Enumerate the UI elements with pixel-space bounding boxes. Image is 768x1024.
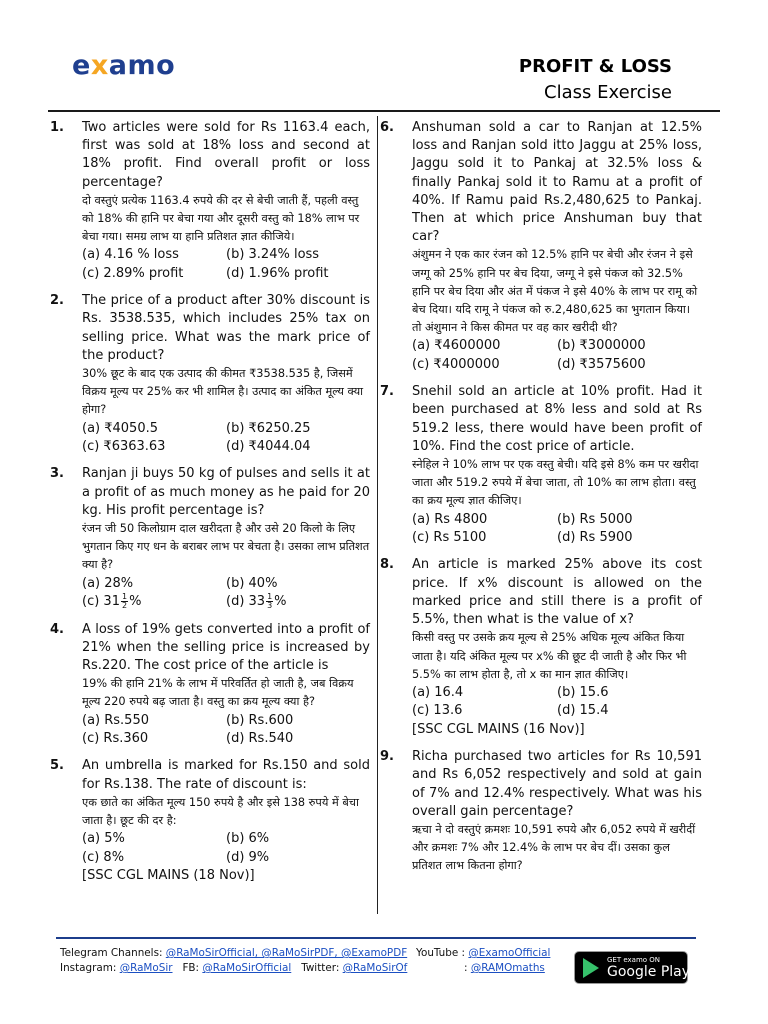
answer-option: (d) 1.96% profit [226,265,329,281]
option-whole: (c) 31 [82,594,120,610]
answer-option: (d) 9% [226,849,270,865]
answer-option: (a) 4.16 % loss [82,247,179,263]
question-text-english: The price of a product after 30% discount is Rs. 3538.535, which includes 25% tax on selling price. What was the mark price of the product? [82,293,370,363]
question-item [380,119,702,374]
question-text-english: An umbrella is marked for Rs.150 and sold for Rs.138. The rate of discount is: [82,758,370,792]
twitter-label: Twitter: [301,962,340,974]
option-fraction [121,593,128,610]
answer-option [82,593,226,611]
question-text-hindi: ऋचा ने दो वस्तुएं क्रमशः 10,591 रुपये और 6,052 रुपये में खरीदीं और क्रमशः 7% और 12.4% के लाभ पर बेच दीं। उसका कुल प्रतिशत लाभ कितना होगा? [412,822,696,873]
page-header [0,0,768,110]
answer-option: (b) Rs.600 [226,712,294,728]
question-number: 7. [380,384,394,400]
question-body [82,292,370,456]
question-item [50,119,370,283]
question-number: 2. [50,293,64,309]
question-item [50,292,370,456]
question-body [82,757,370,885]
telegram-line [60,946,407,961]
question-text-english: Anshuman sold a car to Ranjan at 12.5% loss and Ranjan sold itto Jaggu at 25% loss, Jaggu sold it to Pankaj at 32.5% loss & finally Pankaj sold it to Ramu at a profit of 40%. If Ramu paid Rs.2,480,625 to Pankaj. Then at which price Anshuman buy that car? [412,120,702,245]
question-text-hindi: स्नेहिल ने 10% लाभ पर एक वस्तु बेची। यदि इसे 8% कम पर खरीदा जाता और 519.2 रुपये में बेचा जाता, तो 10% का लाभ होता। वस्तु का क्रय मूल्य ज्ञात कीजिए। [412,458,699,508]
question-item [50,465,370,611]
fraction-numerator: 1 [121,592,128,602]
right-column [380,119,702,885]
page-subtitle: Class Exercise [544,82,672,103]
answer-option: (c) ₹6363.63 [82,439,166,455]
answer-option: (c) 13.6 [412,703,463,719]
youtube-links [416,946,550,976]
answer-option: (a) 5% [82,831,125,847]
question-body [82,621,370,749]
play-store-icon [583,958,599,978]
answer-option: (a) Rs 4800 [412,511,488,527]
column-divider [377,116,378,914]
examo-logo: examo [72,50,176,81]
question-number: 4. [50,621,64,637]
answer-option [226,593,370,611]
answer-option: (a) ₹4050.5 [82,420,159,436]
left-column [50,119,370,894]
question-item [380,748,702,875]
answer-option: (c) Rs.360 [82,730,149,746]
question-item [380,383,702,547]
twitter-link[interactable]: @RaMoSirOf [342,962,408,974]
question-text-hindi: 30% छूट के बाद एक उत्पाद की कीमत ₹3538.535 है, जिसमें विक्रय मूल्य पर 25% कर भी शामिल है। उत्पाद का अंकित मूल्य क्या होगा? [82,367,364,417]
telegram-links[interactable]: @RaMoSirOfficial, @RaMoSirPDF, @ExamoPDF [165,947,408,959]
store-small-text: GET examo ON [607,956,661,964]
answer-option: (b) 3.24% loss [226,247,320,263]
question-item [380,556,702,739]
answer-options [412,511,702,548]
question-text-hindi: 19% की हानि 21% के लाभ में परिवर्तित हो जाती है, जब विक्रय मूल्य 220 रुपये बढ़ जाता है। वस्तु का क्रय मूल्य क्या है? [82,677,354,709]
option-whole: (d) 33 [226,594,266,610]
question-text-hindi: एक छाते का अंकित मूल्य 150 रुपये है और इसे 138 रुपये में बेचा जाता है। छूट की दर है: [82,795,359,827]
question-number: 5. [50,758,64,774]
answer-option: (d) Rs 5900 [557,530,633,546]
youtube-sep: : [464,962,468,974]
answer-option: (c) ₹4000000 [412,356,500,372]
question-text-hindi: दो वस्तुएं प्रत्येक 1163.4 रुपये की दर से बेची जाती हैं, पहली वस्तु को 18% की हानि पर बेचा गया और दूसरी वस्तु को 18% लाभ पर बेचा गया। समग्र लाभ या हानि प्रतिशत ज्ञात कीजिये। [82,193,360,244]
question-item [50,757,370,885]
header-rule [48,110,720,112]
question-source: [SSC CGL MAINS (16 Nov)] [412,721,585,737]
store-big-text: Google Play [607,964,691,980]
answer-option: (a) Rs.550 [82,712,149,728]
answer-option: (b) ₹6250.25 [226,420,311,436]
answer-options [82,420,370,457]
google-play-badge[interactable] [574,951,691,984]
answer-option: (c) Rs 5100 [412,530,487,546]
answer-options [412,337,702,374]
fraction-numerator: 1 [267,592,273,602]
youtube-link-examo[interactable]: @ExamoOfficial [468,947,551,959]
answer-options [412,684,702,721]
question-source: [SSC CGL MAINS (18 Nov)] [82,867,255,883]
answer-option: (a) 28% [82,575,134,591]
instagram-label: Instagram: [60,962,117,974]
question-body [412,119,702,374]
answer-option: (b) 40% [226,575,278,591]
question-body [412,748,702,875]
instagram-line [60,961,407,976]
answer-option: (b) Rs 5000 [557,511,633,527]
option-suffix: % [129,594,142,610]
question-text-english: An article is marked 25% above its cost price. If x% discount is allowed on the marked price and still there is a profit of 5.5%, then what is the value of x? [412,557,702,628]
answer-options [82,830,370,867]
youtube-label: YouTube : [416,947,466,959]
answer-option: (c) 2.89% profit [82,265,184,281]
question-number: 6. [380,120,394,135]
question-body [412,556,702,739]
question-text-english: Richa purchased two articles for Rs 10,591 and Rs 6,052 respectively and sold at gain of 7% and 12.4% respectively. What was his overall gain percentage? [412,749,702,819]
answer-options [82,575,370,612]
answer-option: (b) 15.6 [557,684,609,700]
question-text-english: Ranjan ji buys 50 kg of pulses and sells it at a profit of as much money as he paid for 20 kg. His profit percentage is? [82,466,370,518]
answer-option: (d) ₹4044.04 [226,439,311,455]
answer-option: (b) ₹3000000 [557,338,646,354]
answer-options [82,712,370,749]
page-title: PROFIT & LOSS [518,56,672,77]
fraction-denominator: 3 [267,601,273,611]
fraction-denominator: 2 [121,601,128,611]
question-text-hindi: अंशुमन ने एक कार रंजन को 12.5% हानि पर बेची और रंजन ने इसे जग्गू को 25% हानि पर बेच दिया, जग्गू ने इसे पंकज को 32.5% हानि पर बेच दिया और अंत में पंकज ने इसे 40% के लाभ पर रामू को बेच दिया। यदि रामू ने पंकज को रु.2,480,625 का भुगतान किया। तो अंशुमान ने किस कीमत पर वह कार खरीदी थी? [412,248,698,335]
footer-rule [56,937,696,939]
youtube-link-ramo[interactable]: @RAMOmaths [470,962,545,974]
instagram-link[interactable]: @RaMoSir [119,962,173,974]
fb-link[interactable]: @RaMoSirOfficial [202,962,292,974]
answer-option: (d) Rs.540 [226,730,294,746]
answer-options [82,246,370,283]
question-text-hindi: रंजन जी 50 किलोग्राम दाल खरीदता है और उसे 20 किलो के लिए भुगतान किए गए धन के बराबर लाभ पर बेचता है। उसका लाभ प्रतिशत क्या है? [82,522,370,572]
question-number: 3. [50,466,64,482]
question-text-hindi: किसी वस्तु पर उसके क्रय मूल्य से 25% अधिक मूल्य अंकित किया जाता है। यदि अंकित मूल्य पर x% की छूट दी जाती है और फिर भी 5.5% का लाभ होता है, तो x का मान ज्ञात कीजिए। [412,631,687,681]
question-body [412,383,702,547]
question-number: 1. [50,120,64,135]
social-links-left [60,946,407,976]
question-text-english: A loss of 19% gets converted into a profit of 21% when the selling price is increased by Rs.220. The cost price of the article is [82,621,370,673]
question-number: 8. [380,557,394,573]
option-fraction [266,593,273,610]
question-number: 9. [380,749,394,765]
option-suffix: % [274,594,287,610]
answer-option: (d) 15.4 [557,703,609,719]
telegram-label: Telegram Channels: [60,947,163,959]
question-text-english: Snehil sold an article at 10% profit. Had it been purchased at 8% less and sold at Rs 519.2 less, there would have been profit of 10%. Find the cost price of article. [412,384,702,454]
answer-option: (a) 16.4 [412,684,464,700]
question-item [50,621,370,749]
question-body [82,119,370,283]
answer-option: (a) ₹4600000 [412,338,501,354]
answer-option: (c) 8% [82,849,125,865]
answer-option: (b) 6% [226,831,270,847]
question-text-english: Two articles were sold for Rs 1163.4 each, first was sold at 18% loss and second at 18% profit. Find overall profit or loss percentage? [82,120,370,190]
question-body [82,465,370,611]
fb-label: FB: [182,962,200,974]
answer-option: (d) ₹3575600 [557,356,646,372]
